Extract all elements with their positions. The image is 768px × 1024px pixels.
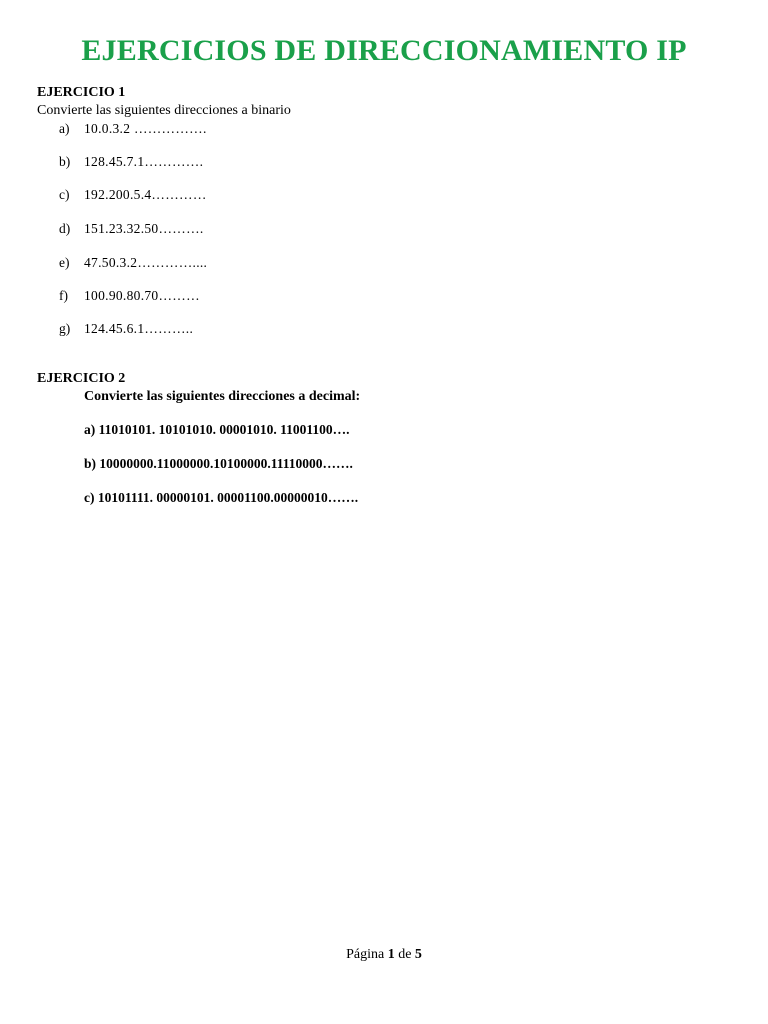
item-address: 47.50.3.2………….... [84, 255, 208, 270]
item-address: 10.0.3.2 ……………. [84, 121, 207, 136]
item-letter: a) [59, 121, 70, 136]
item-address: 124.45.6.1……….. [84, 321, 194, 336]
exercise-2-item-b: b) 10000000.11000000.10100000.11110000……. [84, 456, 353, 471]
footer-current-page: 1 [387, 947, 395, 962]
exercise-1-heading: EJERCICIO 1 [37, 85, 126, 100]
page-footer [0, 947, 768, 963]
footer-total-pages: 5 [414, 947, 422, 962]
item-letter: g) [59, 321, 71, 336]
item-address: 151.23.32.50………. [84, 221, 204, 236]
item-address: 192.200.5.4………… [84, 187, 207, 202]
page-title: EJERCICIOS DE DIRECCIONAMIENTO IP [81, 34, 687, 67]
exercise-1-instruction: Convierte las siguientes direcciones a binario [37, 103, 291, 118]
footer-prefix: Página [346, 947, 385, 962]
item-letter: b) [59, 154, 71, 169]
footer-middle: de [398, 947, 412, 962]
exercise-2-heading: EJERCICIO 2 [37, 371, 126, 386]
exercise-2-item-a: a) 11010101. 10101010. 00001010. 11001100…. [84, 422, 350, 437]
item-letter: e) [59, 255, 70, 270]
item-letter: f) [59, 288, 68, 303]
exercise-2-instruction: Convierte las siguientes direcciones a decimal: [84, 389, 361, 404]
item-letter: d) [59, 221, 71, 236]
item-address: 100.90.80.70……… [84, 288, 200, 303]
item-address: 128.45.7.1…………. [84, 154, 204, 169]
item-letter: c) [59, 187, 70, 202]
exercise-2-item-c: c) 10101111. 00000101. 00001100.00000010……. [84, 490, 359, 505]
